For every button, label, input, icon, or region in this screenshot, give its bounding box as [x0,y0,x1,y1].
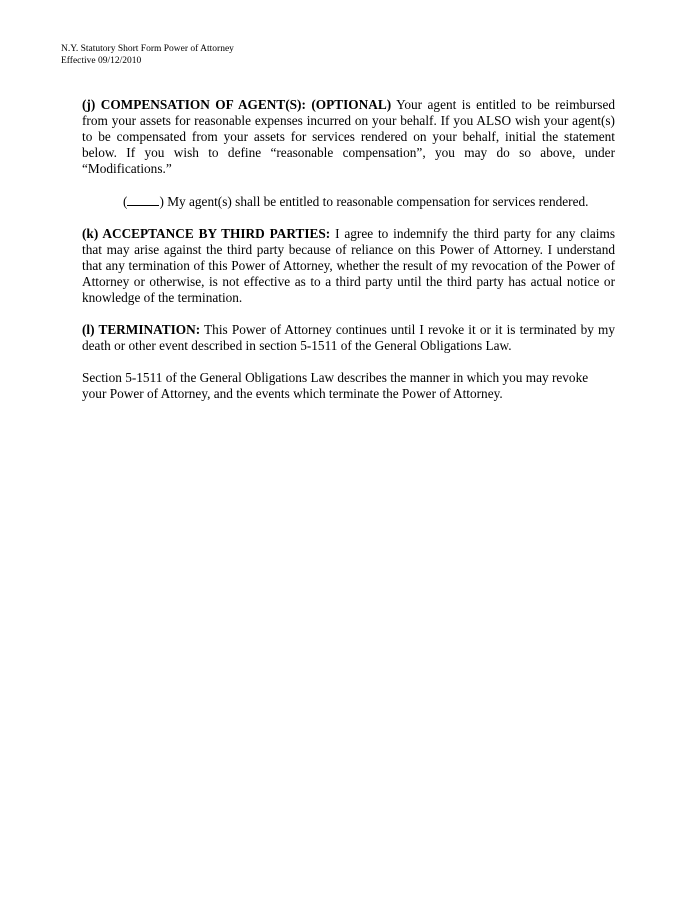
initial-close-paren: ) [159,194,164,209]
header-effective-date: Effective 09/12/2010 [61,56,142,66]
section-j-compensation [82,97,615,177]
initial-blank-field[interactable] [127,193,159,206]
section-5-1511-note [82,370,615,402]
section-j-heading: (j) COMPENSATION OF AGENT(S): (OPTIONAL) [82,97,392,112]
section-k-text: I agree to indemnify the third party for any claims that may arise against the third party because of reliance on this Power of Attorney. I understand that any termination of this Power of Attorney, whether the result of my revocation of the Power of Attorney or otherwise, is not effective as to a third party until the third party has actual notice or knowledge of the termination. [82,226,616,305]
section-l-text: This Power of Attorney continues until I revoke it or it is terminated by my death or other event described in section 5-1511 of the General Obligations Law. [82,322,615,353]
initial-open-paren: ( [123,194,128,209]
section-l-heading: (l) TERMINATION: [82,322,201,337]
section-k-heading: (k) ACCEPTANCE BY THIRD PARTIES: [82,226,331,241]
document-header [61,43,234,67]
section-note-text: Section 5-1511 of the General Obligations Law describes the manner in which you may revoke your Power of Attorney, and the events which terminate the Power of Attorney. [82,370,589,401]
compensation-initial-statement [82,193,615,210]
initial-statement-text: My agent(s) shall be entitled to reasonable compensation for services rendered. [163,194,589,209]
section-j-text: Your agent is entitled to be reimbursed from your assets for reasonable expenses incurred on your behalf. If you ALSO wish your agent(s) to be compensated from your assets for services rendered on your behalf, initial the statement below. If you wish to define “reasonable compensation”, you may do so above, under “Modifications.” [82,97,615,176]
header-form-title: N.Y. Statutory Short Form Power of Attorney [61,44,234,54]
section-k-acceptance [82,226,615,306]
document-body [82,97,615,402]
section-l-termination [82,322,615,354]
